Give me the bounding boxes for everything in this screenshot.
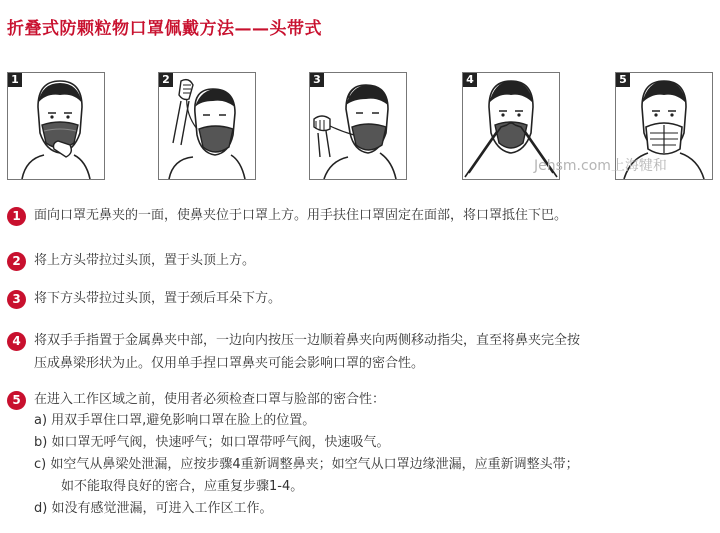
substep-a: a) 用双手罩住口罩,避免影响口罩在脸上的位置。: [34, 413, 316, 428]
step-1: [7, 206, 567, 226]
step-text: 面向口罩无鼻夹的一面，使鼻夹位于口罩上方。用手扶住口罩固定在面部，将口罩抵住下巴。: [34, 208, 568, 223]
step-text-line-2: 压成鼻梁形状为止。仅用单手捏口罩鼻夹可能会影响口罩的密合性。: [34, 356, 425, 371]
step-5: [7, 390, 579, 520]
substep-b: b) 如口罩无呼气阀，快速呼气；如口罩带呼气阀，快速吸气。: [34, 435, 390, 450]
step-3-panel: [309, 72, 407, 180]
step-number-badge: 3: [7, 290, 26, 309]
page-title: 折叠式防颗粒物口罩佩戴方法——头带式: [7, 19, 322, 39]
substep-c: c) 如空气从鼻梁处泄漏，应按步骤4重新调整鼻夹；如空气从口罩边缘泄漏，应重新调整头带；: [34, 457, 579, 472]
panel-number: 4: [463, 73, 477, 87]
substep-c-continued: 如不能取得良好的密合，应重复步骤1-4。: [61, 479, 304, 494]
step-3: [7, 289, 281, 309]
step-text: 将上方头带拉过头顶，置于头顶上方。: [34, 253, 256, 268]
pull-bottom-strap-illustration: [310, 73, 406, 179]
step-2: [7, 251, 255, 271]
step-2-panel: [158, 72, 256, 180]
step-text: 将双手手指置于金属鼻夹中部，一边向内按压一边顺着鼻夹向两侧移动指尖，直至将鼻夹完全按: [34, 333, 581, 348]
mask-against-face-illustration: [8, 73, 104, 179]
pull-top-strap-illustration: [159, 73, 255, 179]
step-number-badge: 2: [7, 252, 26, 271]
step-4: [7, 331, 580, 374]
step-text: 在进入工作区域之前，使用者必须检查口罩与脸部的密合性：: [34, 392, 386, 407]
panel-number: 1: [8, 73, 22, 87]
watermark: Jehsm.com上海犍和: [534, 158, 667, 174]
step-text: 将下方头带拉过头顶，置于颈后耳朵下方。: [34, 291, 282, 306]
panel-number: 5: [616, 73, 630, 87]
step-number-badge: 4: [7, 332, 26, 351]
panel-number: 2: [159, 73, 173, 87]
substep-d: d) 如没有感觉泄漏，可进入工作区工作。: [34, 501, 273, 516]
step-1-panel: [7, 72, 105, 180]
step-number-badge: 1: [7, 207, 26, 226]
step-number-badge: 5: [7, 391, 26, 410]
panel-number: 3: [310, 73, 324, 87]
